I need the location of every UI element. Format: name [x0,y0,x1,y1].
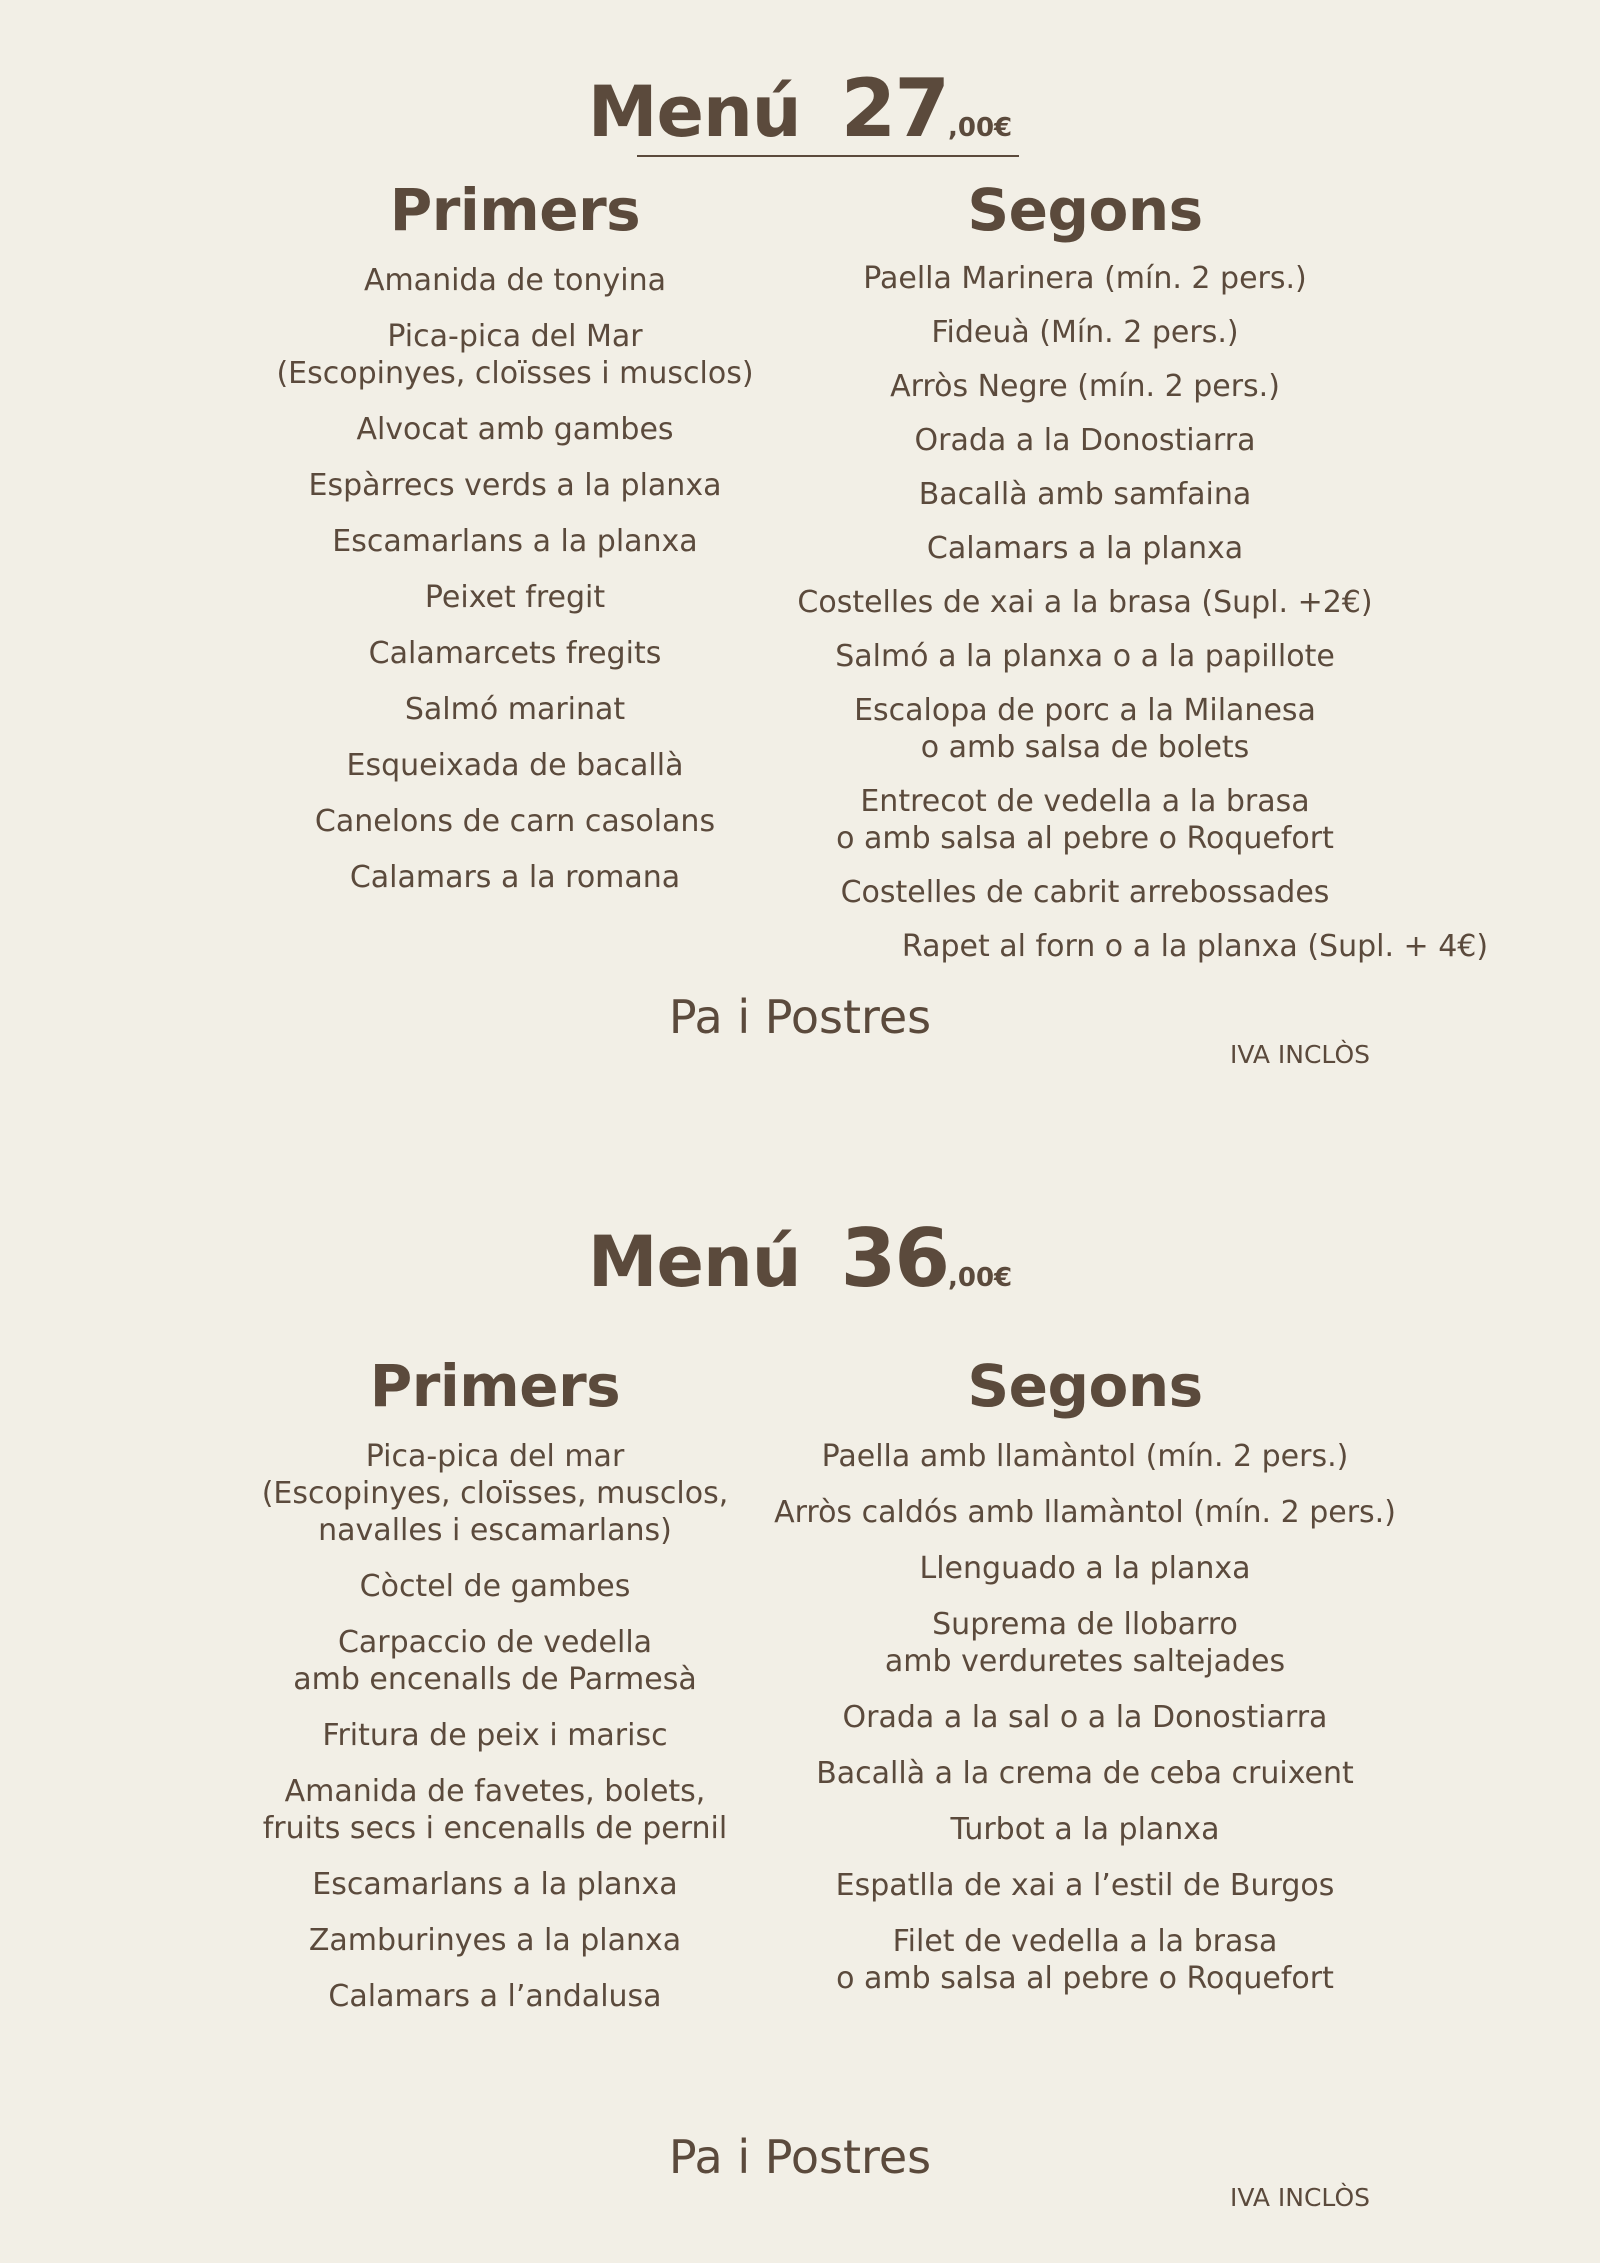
menu-item: Pica-pica del mar (Escopinyes, cloïsses, musclos, navalles i escamarlans) [261,1439,729,1548]
menu-item: Alvocat amb gambes [356,412,674,447]
menu-item: Salmó a la planxa o a la papillote [835,639,1335,674]
menu-item: Pica-pica del Mar (Escopinyes, cloïsses i musclos) [276,319,754,391]
menu-item: Arròs caldós amb llamàntol (mín. 2 pers.) [774,1495,1396,1530]
menu-item: Rapet al forn o a la planxa (Supl. + 4€) [901,929,1489,964]
menu-item: Calamars a la planxa [926,531,1244,566]
menu-item: Salmó marinat [404,692,626,727]
menu-item: Zamburinyes a la planxa [308,1923,682,1958]
menu-item: Amanida de favetes, bolets, fruits secs i encenalls de pernil [262,1774,728,1846]
menu-item: Arròs Negre (mín. 2 pers.) [890,369,1280,404]
menu-item: Bacallà a la crema de ceba cruixent [816,1756,1354,1791]
menu-item: Còctel de gambes [359,1569,631,1604]
menu2-primers-heading: Primers [369,1352,621,1420]
menu-item: Turbot a la planxa [950,1812,1220,1847]
menu-item: Peixet fregit [424,580,606,615]
menu-item: Llenguado a la planxa [919,1551,1251,1586]
menu1-primers-list [200,262,830,915]
menu2-segons-heading: Segons [967,1352,1203,1420]
menu2-title [0,1212,1600,1305]
menu2-price: 36 [840,1212,948,1305]
menu-item: Costelles de cabrit arrebossades [840,875,1330,910]
menu-item: Esqueixada de bacallà [346,748,684,783]
menu2-primers-list [180,1438,810,2034]
menu-item: Calamars a l’andalusa [328,1979,662,2014]
menu-item: Escalopa de porc a la Milanesa o amb salsa de bolets [854,693,1316,765]
menu-item: Paella amb llamàntol (mín. 2 pers.) [821,1439,1349,1474]
menu-item: Espatlla de xai a l’estil de Burgos [835,1868,1335,1903]
menu-item: Paella Marinera (mín. 2 pers.) [863,261,1307,296]
menu1-segons-heading: Segons [967,176,1203,244]
menu2-price-cents: ,00€ [947,1263,1013,1293]
menu2-footer: Pa i Postres [668,2130,932,2184]
menu1-footer: Pa i Postres [668,990,932,1044]
menu2-iva-label: IVA INCLÒS [1229,2183,1370,2212]
menu-item: Costelles de xai a la brasa (Supl. +2€) [797,585,1373,620]
menu-item: Fideuà (Mín. 2 pers.) [931,315,1239,350]
menu1-title-underline [637,155,1019,157]
menu-item: Amanida de tonyina [363,263,667,298]
menu-item: Calamarcets fregits [368,636,662,671]
menu-item: Espàrrecs verds a la planxa [308,468,722,503]
menu-item: Escamarlans a la planxa [312,1867,678,1902]
menu-item: Orada a la sal o a la Donostiarra [842,1700,1328,1735]
menu-item: Bacallà amb samfaina [918,477,1252,512]
menu1-title-word: Menú [587,71,801,153]
menu-item: Calamars a la romana [349,860,681,895]
menu1-primers-heading: Primers [389,176,641,244]
menu-item: Escamarlans a la planxa [332,524,698,559]
menu-item: Suprema de llobarro amb verduretes saltejades [884,1607,1286,1679]
menu1-segons-list [760,260,1489,982]
menu2-title-word: Menú [587,1221,801,1303]
menu-item: Entrecot de vedella a la brasa o amb salsa al pebre o Roquefort [836,784,1334,856]
menu-item: Filet de vedella a la brasa o amb salsa al pebre o Roquefort [836,1924,1334,1996]
menu1-price: 27 [840,62,948,155]
menu1-iva-label: IVA INCLÒS [1229,1040,1370,1069]
menu-item: Orada a la Donostiarra [914,423,1256,458]
menu-item: Carpaccio de vedella amb encenalls de Parmesà [293,1625,697,1697]
menu-item: Fritura de peix i marisc [322,1718,668,1753]
menu2-segons-list [760,1438,1410,2016]
menu-item: Canelons de carn casolans [314,804,716,839]
menu1-price-cents: ,00€ [947,113,1013,143]
menu1-title [0,62,1600,155]
